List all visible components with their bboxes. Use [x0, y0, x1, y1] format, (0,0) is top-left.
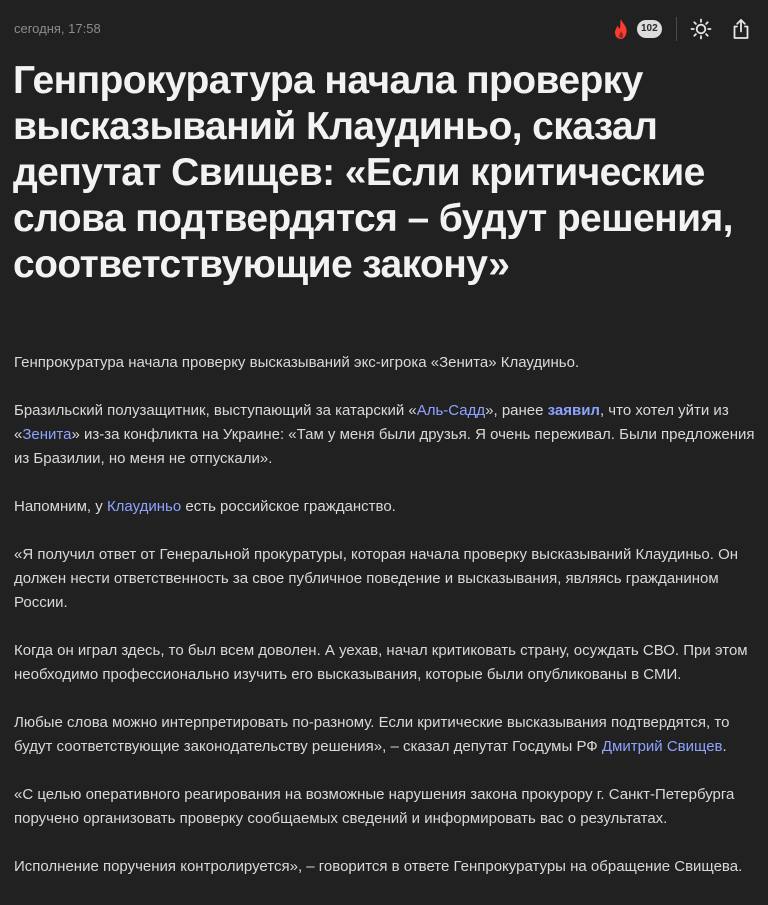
link-claudinho[interactable]: Клаудиньо	[106, 498, 182, 515]
publish-timestamp: сегодня, 17:58	[14, 21, 101, 36]
link-al-sadd[interactable]: Аль-Садд	[416, 402, 486, 419]
sun-icon[interactable]	[690, 18, 712, 40]
fire-icon[interactable]	[611, 18, 631, 40]
article-toolbar	[0, 0, 768, 58]
paragraph-8: Исполнение поручения контролируется», – говорится в ответе Генпрокуратуры на обращение Свищева.	[14, 858, 743, 875]
article-body	[14, 351, 762, 903]
article-headline: Генпрокуратура начала проверку высказываний Клаудиньо, сказал депутат Свищев: «Если критические слова подтвердятся – будут решения, соответствующие закону»	[13, 59, 733, 286]
paragraph-7: «С целью оперативного реагирования на возможные нарушения закона прокурору г. Санкт-Петербурга поручено организовать проверку сообщаемых сведений и информировать вас о результатах.	[14, 786, 735, 827]
paragraph-2: Бразильский полузащитник, выступающий за катарский «Аль-Садд», ранее заявил, что хотел уйти из «Зенита» из-за конфликта на Украине: «Там у меня были друзья. Я очень переживал. Были предложения из Бразилии, но меня не отпускали».	[14, 402, 755, 467]
reaction-count-badge[interactable]: 102	[637, 20, 662, 38]
link-dmitry-svishchev[interactable]: Дмитрий Свищев	[601, 738, 723, 755]
paragraph-5: Когда он играл здесь, то был всем доволен. А уехав, начал критиковать страну, осуждать СВО. При этом необходимо профессионально изучить его высказывания, которые были опубликованы в СМИ.	[14, 642, 748, 683]
link-zenit[interactable]: Зенита	[22, 426, 72, 443]
toolbar-divider	[676, 17, 677, 41]
paragraph-3: Напомним, у Клаудиньо есть российское гражданство.	[14, 498, 396, 515]
share-icon[interactable]	[730, 18, 752, 40]
paragraph-4: «Я получил ответ от Генеральной прокуратуры, которая начала проверку высказываний Клаудиньо. Он должен нести ответственность за свое публичное поведение и высказывания, являясь гражданином России.	[14, 546, 739, 611]
link-statement[interactable]: заявил	[547, 402, 600, 419]
paragraph-6: Любые слова можно интерпретировать по-разному. Если критические высказывания подтвердятся, то будут соответствующие законодательству решения», – сказал депутат Госдумы РФ Дмитрий Свищев.	[14, 714, 730, 755]
paragraph-1: Генпрокуратура начала проверку высказываний экс-игрока «Зенита» Клаудиньо.	[14, 354, 580, 371]
